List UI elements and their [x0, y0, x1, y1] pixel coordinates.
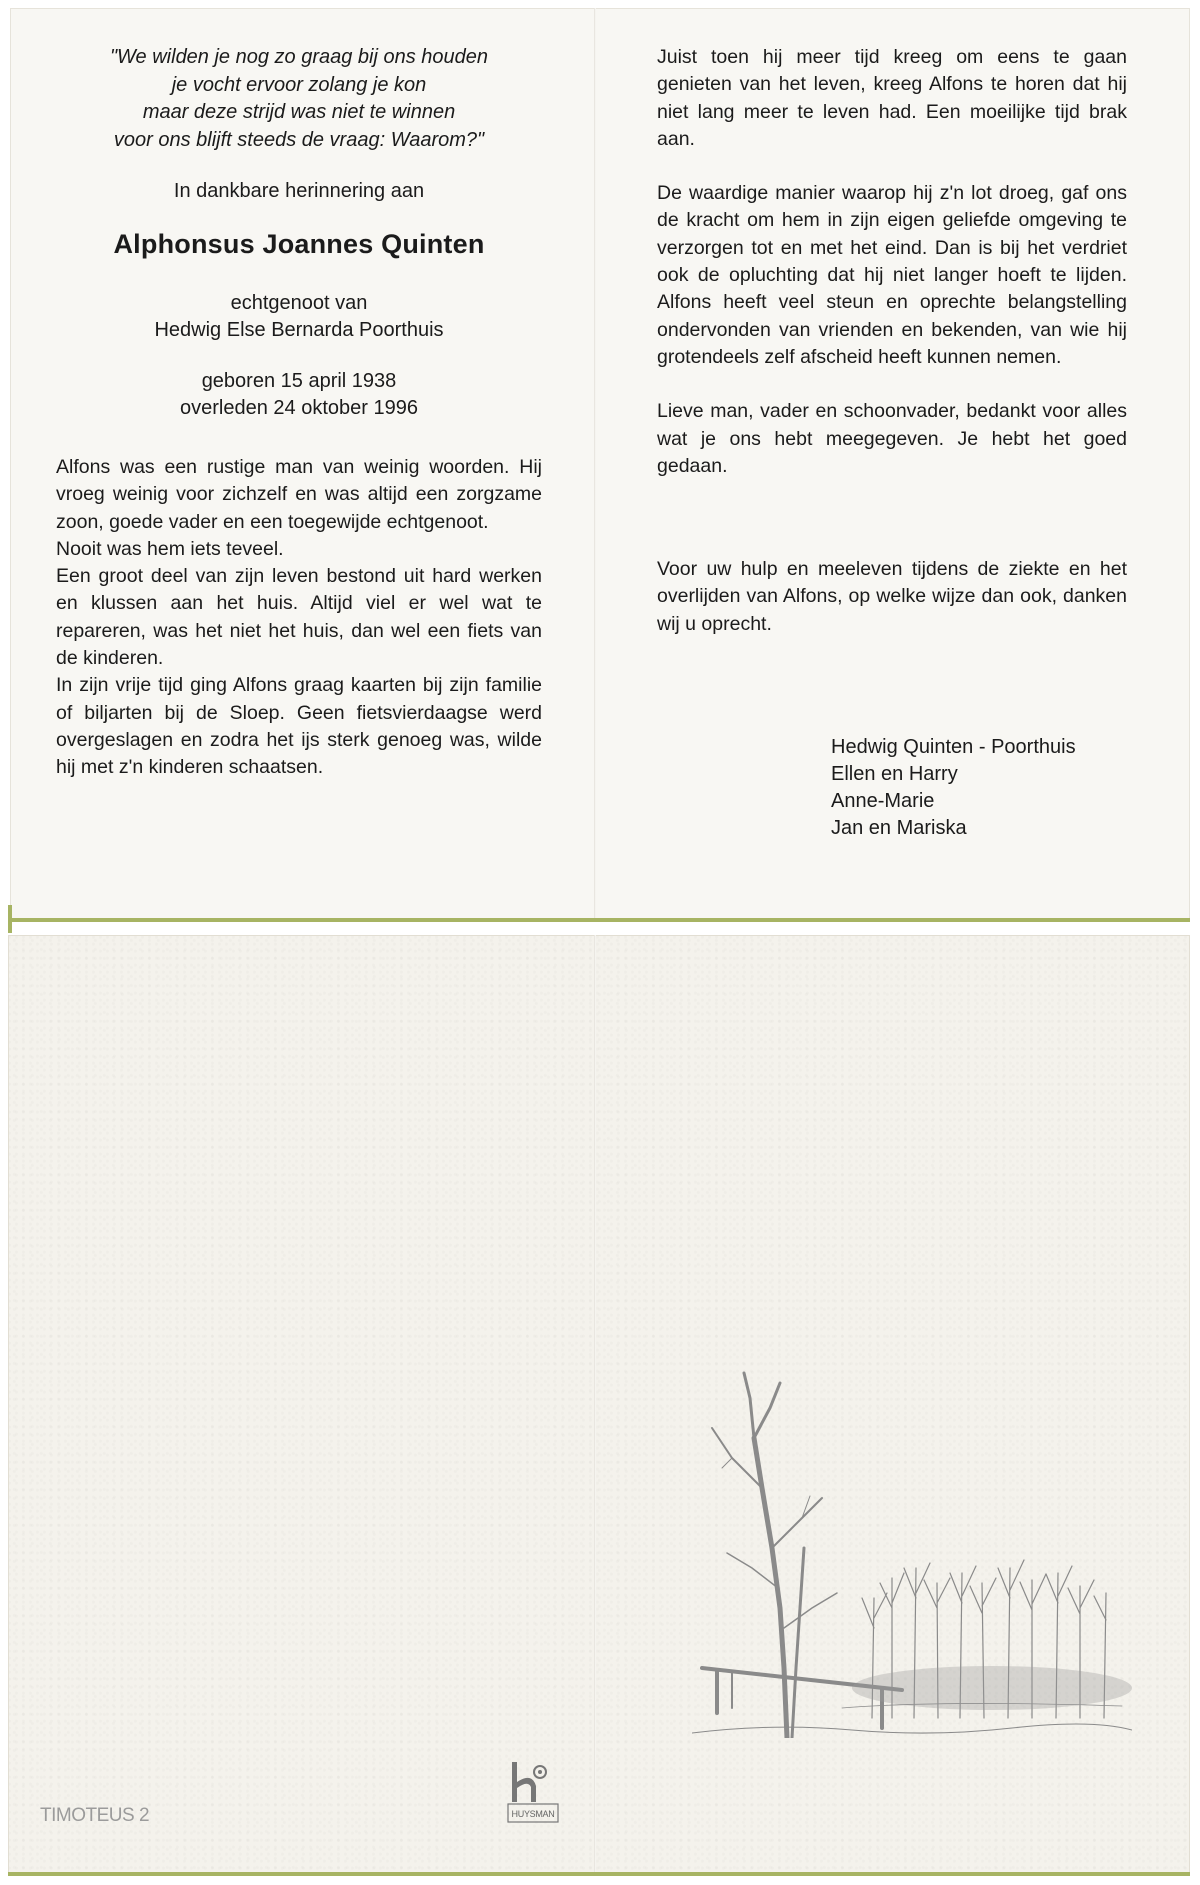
signature-line: Hedwig Quinten - Poorthuis	[831, 736, 1076, 758]
signature-line: Jan en Mariska	[831, 817, 967, 839]
poem	[56, 44, 542, 154]
spouse-label: echtgenoot van	[230, 292, 368, 314]
poem-line: maar deze strijd was niet te winnen	[142, 101, 456, 123]
card-edge-corner	[8, 905, 12, 933]
death-date: overleden 24 oktober 1996	[180, 397, 418, 419]
huysman-logo-icon	[502, 1760, 564, 1826]
poem-line: "We wilden je nog zo graag bij ons houden	[109, 46, 489, 68]
right-paragraph: Juist toen hij meer tijd kreeg om eens te gaan genieten van het leven, kreeg Alfons te horen dat hij niet lang meer te leven had. Een moeilijke tijd brak aan.	[657, 46, 1127, 150]
signature-line: Anne-Marie	[831, 790, 935, 812]
birth-date: geboren 15 april 1938	[201, 370, 397, 392]
poem-line: je vocht ervoor zolang je kon	[171, 73, 427, 96]
signatures	[831, 734, 1076, 842]
poem-line: voor ons blijft steeds de vraag: Waarom?"	[113, 128, 485, 151]
life-dates	[56, 368, 542, 422]
biography-paragraph: Een groot deel van zijn leven bestond uit hard werken en klussen aan het huis. Altijd viel er wel wat te repareren, was het niet het huis, dan wel een fiets van de kinderen.	[56, 565, 542, 670]
series-label: TIMOTEUS 2	[40, 1805, 150, 1826]
right-paragraph: De waardige manier waarop hij z'n lot droeg, gaf ons de kracht om hem in zijn eigen geliefde omgeving te verzorgen tot en met het eind. Dan is bij het verdriet ook de opluchting dat hij niet langer hoeft te lijden. Alfons heeft veel steun en oprechte belangstelling ondervonden van vrienden en bekenden, van wie hij grotendeels zelf afscheid heeft kunnen nemen.	[657, 182, 1127, 368]
signature-line: Ellen en Harry	[831, 763, 958, 785]
spouse-name: Hedwig Else Bernarda Poorthuis	[154, 319, 444, 341]
memorial-intro: In dankbare herinnering aan	[173, 180, 425, 202]
biography-paragraph: In zijn vrije tijd ging Alfons graag kaarten bij zijn familie of biljarten bij de Sloep. Geen fietsvierdaagse werd overgeslagen en zodra het ijs sterk genoeg was, wilde hij met z'n kinderen schaatsen.	[56, 674, 542, 779]
pencil-sketch-tree-bench-icon	[692, 1368, 1132, 1738]
card-fold-line	[594, 8, 596, 920]
spouse-block	[56, 290, 542, 344]
thank-you-paragraph: Voor uw hulp en meeleven tijdens de ziekte en het overlijden van Alfons, op welke wijze dan ook, danken wij u oprecht.	[657, 558, 1127, 635]
biography	[56, 454, 542, 782]
biography-paragraph: Alfons was een rustige man van weinig woorden. Hij vroeg weinig voor zichzelf en was altijd een zorgzame zoon, goede vader en een toegewijde echtgenoot.	[56, 456, 542, 533]
card-fold-line	[594, 935, 596, 1873]
right-paragraph: Lieve man, vader en schoonvader, bedankt voor alles wat je ons hebt meegegeven. Je hebt het goed gedaan.	[657, 400, 1127, 477]
card-edge	[8, 1872, 1190, 1876]
logo-text: HUYSMAN	[511, 1809, 555, 1819]
left-page	[56, 44, 542, 782]
card-edge	[8, 918, 1190, 922]
biography-paragraph: Nooit was hem iets teveel.	[56, 537, 284, 560]
right-page	[657, 44, 1127, 665]
deceased-name: Alphonsus Joannes Quinten	[113, 229, 485, 259]
